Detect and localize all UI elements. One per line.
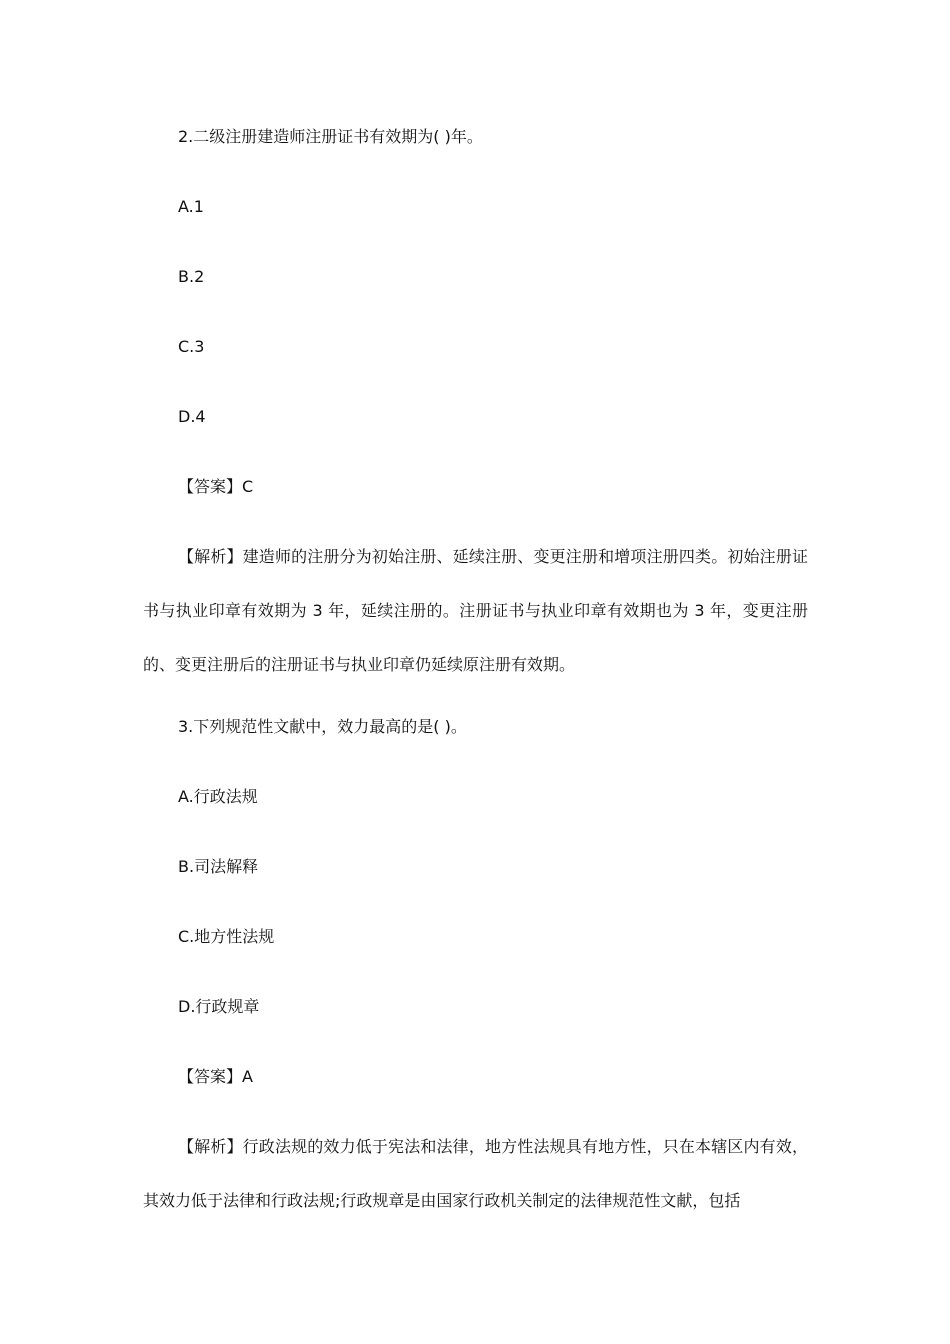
question-3-stem: 3.下列规范性文献中，效力最高的是( )。 [178,717,467,736]
question-2-analysis: 【解析】建造师的注册分为初始注册、延续注册、变更注册和增项注册四类。初始注册证书与执业印章有效期为 3 年，延续注册的。注册证书与执业印章有效期也为 3 年，变更注册的、变更注册后的注册证书与执业印章仍延续原注册有效期。 [143,547,808,674]
question-3-answer: 【答案】A [178,1067,253,1086]
question-2-stem: 2.二级注册建造师注册证书有效期为( )年。 [178,127,483,146]
question-2-answer: 【答案】C [178,477,254,496]
question-3-analysis: 【解析】行政法规的效力低于宪法和法律，地方性法规具有地方性，只在本辖区内有效，其效力低于法律和行政法规;行政规章是由国家行政机关制定的法律规范性文献，包括 [143,1137,808,1210]
question-3-option-c: C.地方性法规 [178,927,275,946]
question-2-option-b: B.2 [178,267,205,286]
question-3-option-b: B.司法解释 [178,857,259,876]
question-3-option-d: D.行政规章 [178,997,260,1016]
question-2-option-d: D.4 [178,407,206,426]
question-3-option-a: A.行政法规 [178,787,258,806]
question-2-option-a: A.1 [178,197,204,216]
question-2-option-c: C.3 [178,337,205,356]
